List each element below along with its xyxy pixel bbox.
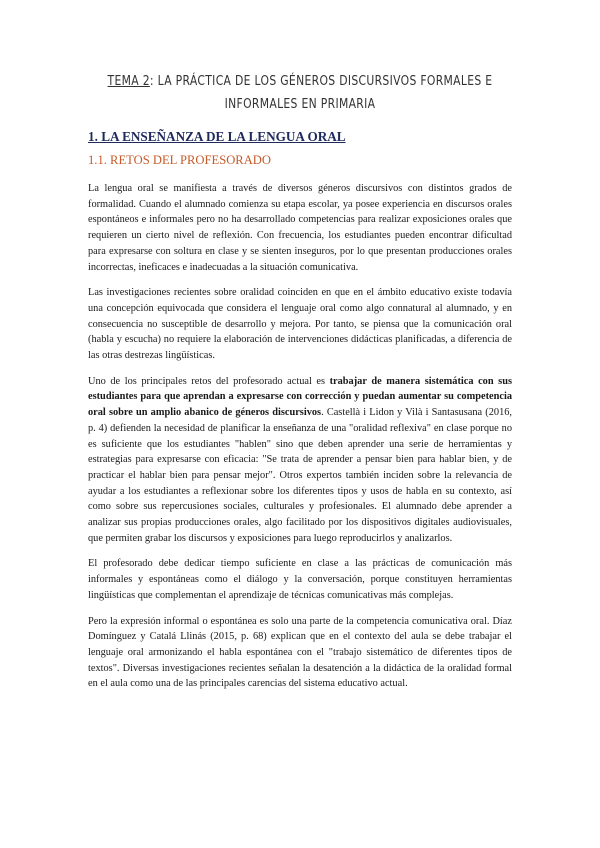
paragraph-3	[88, 374, 512, 547]
paragraph-3-intro: Uno de los principales retos del profesorado actual es	[88, 375, 330, 387]
title-topic-name: : LA PRÁCTICA DE LOS GÉNEROS DISCURSIVOS FORMALES E INFORMALES EN PRIMARIA	[149, 73, 493, 112]
paragraph-5: Pero la expresión informal o espontánea es solo una parte de la competencia comunicativa oral. Díaz Domínguez y Catalá Llinás (2015, p. 68) explican que en el contexto del aula se debe trabajar el lenguaje oral armonizando el habla espontánea con el "trabajo sistemático de diferentes tipos de textos". Diversas investigaciones recientes señalan la desatención a la didáctica de la oralidad formal en el aula como una de las principales carencias del sistema educativo actual.	[88, 615, 512, 690]
document-title	[88, 70, 512, 116]
title-topic-number: TEMA 2	[107, 73, 150, 89]
section-heading: 1. LA ENSEÑANZA DE LA LENGUA ORAL	[88, 129, 346, 144]
subsection-heading: 1.1. RETOS DEL PROFESORADO	[88, 153, 271, 167]
paragraph-3-rest: . Castellà i Lidon y Vilà i Santasusana (2016, p. 4) defienden la necesidad de planificar la enseñanza de una "oralidad reflexiva" en clase porque no es suficiente que los estudiantes "hablen" sino que deben aprender una serie de herramientas y estrategias para expresarse con eficacia: "Se trata de aprender a pensar bien para hablar bien, y de practicar el hablar bien para pensar mejor". Otros expertos también inciden sobre la relevancia de ayudar a los estudiantes a reflexionar sobre los diferentes tipos y usos de habla en su contexto, así como sobre sus repercusiones sociales, culturales y profesionales. El alumnado debe aprender a analizar sus propias producciones orales, algo facilitado por los dispositivos digitales audiovisuales, que permiten grabar los discursos y exposiciones para luego reproducirlos y analizarlos.	[88, 407, 513, 544]
paragraph-2: Las investigaciones recientes sobre oralidad coinciden en que en el ámbito educativo existe todavía una concepción equivocada que considera el lenguaje oral como algo connatural al alumnado, y en consecuencia no susceptible de desarrollo y mejora. Por tanto, se piensa que la comunicación oral (habla y escucha) no requiere la elaboración de intervenciones didácticas planificadas, a diferencia de las otras destrezas lingüísticas.	[88, 287, 512, 362]
paragraph-3-emphasis: trabajar de manera sistemática con sus estudiantes para que aprendan a expresarse con corrección y puedan aumentar su competencia oral sobre un amplio abanico de géneros discursivos	[88, 375, 512, 419]
paragraph-4: El profesorado debe dedicar tiempo suficiente en clase a las prácticas de comunicación más informales y espontáneas como el diálogo y la conversación, porque constituyen herramientas lingüísticas que complementan el aprendizaje de técnicas comunicativas más complejas.	[88, 558, 512, 601]
paragraph-1: La lengua oral se manifiesta a través de diversos géneros discursivos con distintos grados de formalidad. Cuando el alumnado comienza su etapa escolar, ya posee experiencia en discursos orales espontáneos e informales pero no ha desarrollado competencias para realizar exposiciones orales que requieren un cierto nivel de reflexión. Con frecuencia, los estudiantes pueden encontrar dificultad para expresarse con soltura en clase y se sienten inseguros, por lo que presentan producciones orales incorrectas, ineficaces e inadecuadas a la situación comunicativa.	[88, 183, 512, 273]
